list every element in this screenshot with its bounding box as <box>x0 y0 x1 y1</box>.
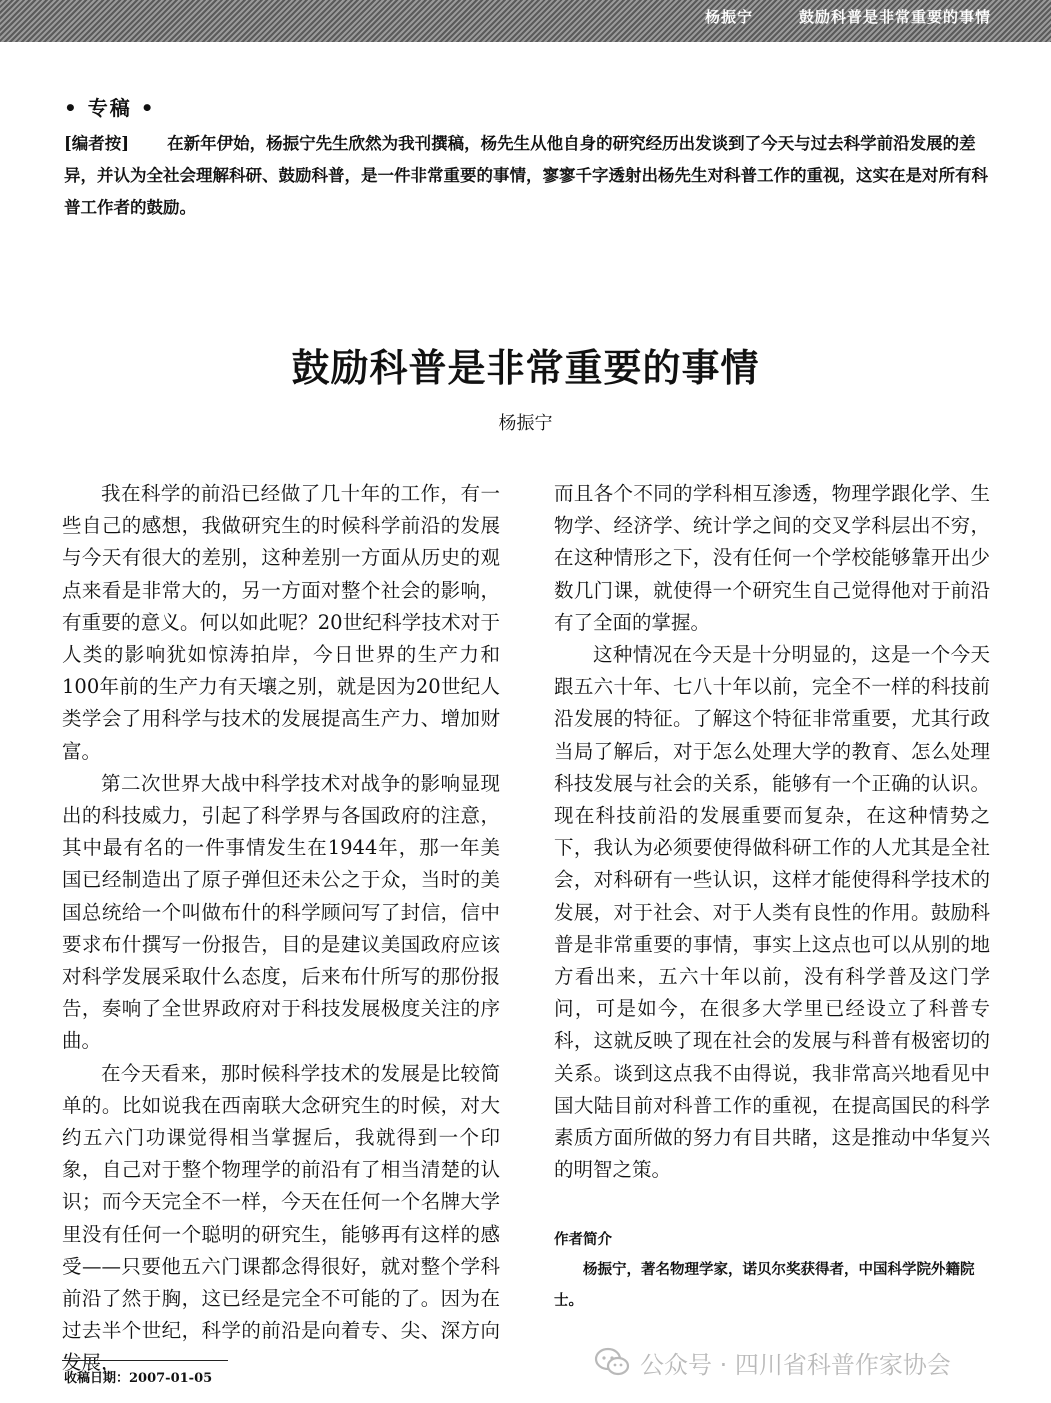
column-tag: • 专稿 • <box>64 96 156 120</box>
footnote-rule <box>62 1360 228 1361</box>
body-column-left <box>62 478 500 1380</box>
article-author: 杨振宁 <box>498 413 553 434</box>
author-bio-heading: 作者简介 <box>554 1232 612 1248</box>
running-header <box>0 0 1051 42</box>
editor-note-text: 在新年伊始，杨振宁先生欣然为我刊撰稿，杨先生从他自身的研究经历出发谈到了今天与过去科学前沿发展的差异，并认为全社会理解科研、鼓励科普，是一件非常重要的事情，寥寥千字透射出杨先生对科普工作的重视，这实在是对所有科普工作者的鼓励。 <box>64 134 988 217</box>
watermark <box>594 1344 951 1380</box>
editor-note-label: [编者按] <box>64 134 130 153</box>
paragraph: 在今天看来，那时候科学技术的发展是比较简单的。比如说我在西南联大念研究生的时候，对大约五六门功课觉得相当掌握后，我就得到一个印象，自己对于整个物理学的前沿有了相当清楚的认识；而今天完全不一样，今天在任何一个名牌大学里没有任何一个聪明的研究生，能够再有这样的感受——只要他五六门课都念得很好，就对整个学科前沿了然于胸，这已经是完全不可能的了。因为在过去半个世纪，科学的前沿是向着专、尖、深方向发展， <box>62 1061 500 1375</box>
running-header-title: 鼓励科普是非常重要的事情 <box>798 8 991 26</box>
article-title: 鼓励科普是非常重要的事情 <box>291 345 760 391</box>
watermark-text: 公众号 · 四川省科普作家协会 <box>640 1350 951 1379</box>
paragraph: 这种情况在今天是十分明显的，这是一个今天跟五六十年、七八十年以前，完全不一样的科技前沿发展的特征。了解这个特征非常重要，尤其行政当局了解后，对于怎么处理大学的教育、怎么处理科技发展与社会的关系，能够有一个正确的认识。现在科技前沿的发展重要而复杂，在这种情势之下，我认为必须要使得做科研工作的人尤其是全社会，对科研有一些认识，这样才能使得科学技术的发展，对于社会、对于人类有良性的作用。鼓励科普是非常重要的事情，事实上这点也可以从别的地方看出来，五六十年以前，没有科学普及这门学问，可是如今，在很多大学里已经设立了科普专科，这就反映了现在社会的发展与科普有极密切的关系。谈到这点我不由得说，我非常高兴地看见中国大陆目前对科普工作的重视，在提高国民的科学素质方面所做的努力有目共睹，这是推动中华复兴的明智之策。 <box>554 643 990 1182</box>
paragraph: 我在科学的前沿已经做了几十年的工作，有一些自己的感想，我做研究生的时候科学前沿的发展与今天有很大的差别，这种差别一方面从历史的观点来看是非常大的，另一方面对整个社会的影响，有重要的意义。何以如此呢？20世纪科学技术对于人类的影响犹如惊涛拍岸，今日世界的生产力和100年前的生产力有天壤之别，就是因为20世纪人类学会了用科学与技术的发展提高生产力、增加财富。 <box>62 482 500 763</box>
paragraph: 第二次世界大战中科学技术对战争的影响显现出的科技威力，引起了科学界与各国政府的注意，其中最有名的一件事情发生在1944年，那一年美国已经制造出了原子弹但还未公之于众，当时的美国总统给一个叫做布什的科学顾问写了封信，信中要求布什撰写一份报告，目的是建议美国政府应该对科学发展采取什么态度，后来布什所写的那份报告，奏响了全世界政府对于科技发展极度关注的序曲。 <box>62 771 500 1053</box>
received-date: 收稿日期：2007-01-05 <box>64 1371 213 1386</box>
paragraph: 而且各个不同的学科相互渗透，物理学跟化学、生物学、经济学、统计学之间的交叉学科层出不穷，在这种情形之下，没有任何一个学校能够靠开出少数几门课，就使得一个研究生自己觉得他对于前沿有了全面的掌握。 <box>554 482 990 634</box>
running-header-author: 杨振宁 <box>704 8 753 26</box>
editor-note <box>64 128 989 224</box>
author-bio-text: 杨振宁，著名物理学家，诺贝尔奖获得者，中国科学院外籍院士。 <box>554 1261 975 1309</box>
body-column-right <box>554 478 990 1186</box>
wechat-icon <box>594 1347 630 1377</box>
running-header-text <box>705 6 991 27</box>
